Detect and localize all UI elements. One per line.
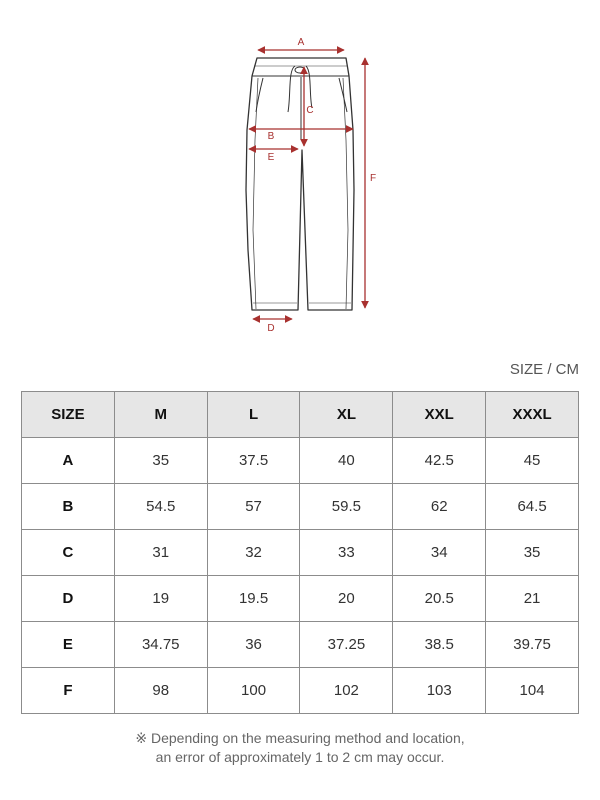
table-cell: 39.75 bbox=[486, 622, 579, 668]
table-cell: 32 bbox=[207, 530, 300, 576]
pants-illustration bbox=[0, 0, 600, 345]
table-row bbox=[22, 622, 579, 668]
table-cell: 57 bbox=[207, 484, 300, 530]
pants-outline bbox=[246, 58, 354, 310]
table-cell: 59.5 bbox=[300, 484, 393, 530]
header-cell: XXL bbox=[393, 392, 486, 438]
row-label: B bbox=[22, 484, 115, 530]
table-header-row bbox=[22, 392, 579, 438]
dimension-label-a: A bbox=[297, 37, 305, 48]
row-label: C bbox=[22, 530, 115, 576]
dimension-label-c: C bbox=[306, 105, 314, 116]
table-cell: 19.5 bbox=[207, 576, 300, 622]
table-row bbox=[22, 484, 579, 530]
table-row bbox=[22, 438, 579, 484]
dimension-label-e: E bbox=[267, 152, 275, 163]
row-label: A bbox=[22, 438, 115, 484]
table-cell: 98 bbox=[114, 668, 207, 714]
table-cell: 35 bbox=[486, 530, 579, 576]
table-cell: 20.5 bbox=[393, 576, 486, 622]
table-cell: 35 bbox=[114, 438, 207, 484]
row-label: D bbox=[22, 576, 115, 622]
table-cell: 34.75 bbox=[114, 622, 207, 668]
table-cell: 20 bbox=[300, 576, 393, 622]
table-cell: 37.25 bbox=[300, 622, 393, 668]
header-cell: SIZE bbox=[22, 392, 115, 438]
table-cell: 62 bbox=[393, 484, 486, 530]
table-cell: 37.5 bbox=[207, 438, 300, 484]
unit-label: SIZE / CM bbox=[509, 361, 579, 378]
table-row bbox=[22, 668, 579, 714]
header-cell: XXXL bbox=[486, 392, 579, 438]
table-cell: 36 bbox=[207, 622, 300, 668]
dimension-label-f: F bbox=[369, 173, 377, 184]
header-cell: M bbox=[114, 392, 207, 438]
note-line-2: an error of approximately 1 to 2 cm may occur. bbox=[155, 749, 445, 765]
table-cell: 40 bbox=[300, 438, 393, 484]
pants-measurement-diagram bbox=[0, 0, 600, 345]
table-row bbox=[22, 576, 579, 622]
header-cell: XL bbox=[300, 392, 393, 438]
table-cell: 100 bbox=[207, 668, 300, 714]
header-cell: L bbox=[207, 392, 300, 438]
table-cell: 45 bbox=[486, 438, 579, 484]
dimension-label-b: B bbox=[267, 131, 275, 142]
dimension-label-d: D bbox=[267, 323, 275, 334]
row-label: E bbox=[22, 622, 115, 668]
table-cell: 54.5 bbox=[114, 484, 207, 530]
row-label: F bbox=[22, 668, 115, 714]
table-cell: 34 bbox=[393, 530, 486, 576]
table-cell: 33 bbox=[300, 530, 393, 576]
table-cell: 31 bbox=[114, 530, 207, 576]
table-cell: 38.5 bbox=[393, 622, 486, 668]
table-cell: 42.5 bbox=[393, 438, 486, 484]
measurement-note bbox=[0, 729, 600, 767]
table-cell: 19 bbox=[114, 576, 207, 622]
table-cell: 103 bbox=[393, 668, 486, 714]
table-row bbox=[22, 530, 579, 576]
size-table bbox=[21, 391, 579, 714]
table-cell: 64.5 bbox=[486, 484, 579, 530]
table-cell: 104 bbox=[486, 668, 579, 714]
table-cell: 21 bbox=[486, 576, 579, 622]
table-cell: 102 bbox=[300, 668, 393, 714]
note-line-1: ※ Depending on the measuring method and location, bbox=[135, 730, 465, 746]
